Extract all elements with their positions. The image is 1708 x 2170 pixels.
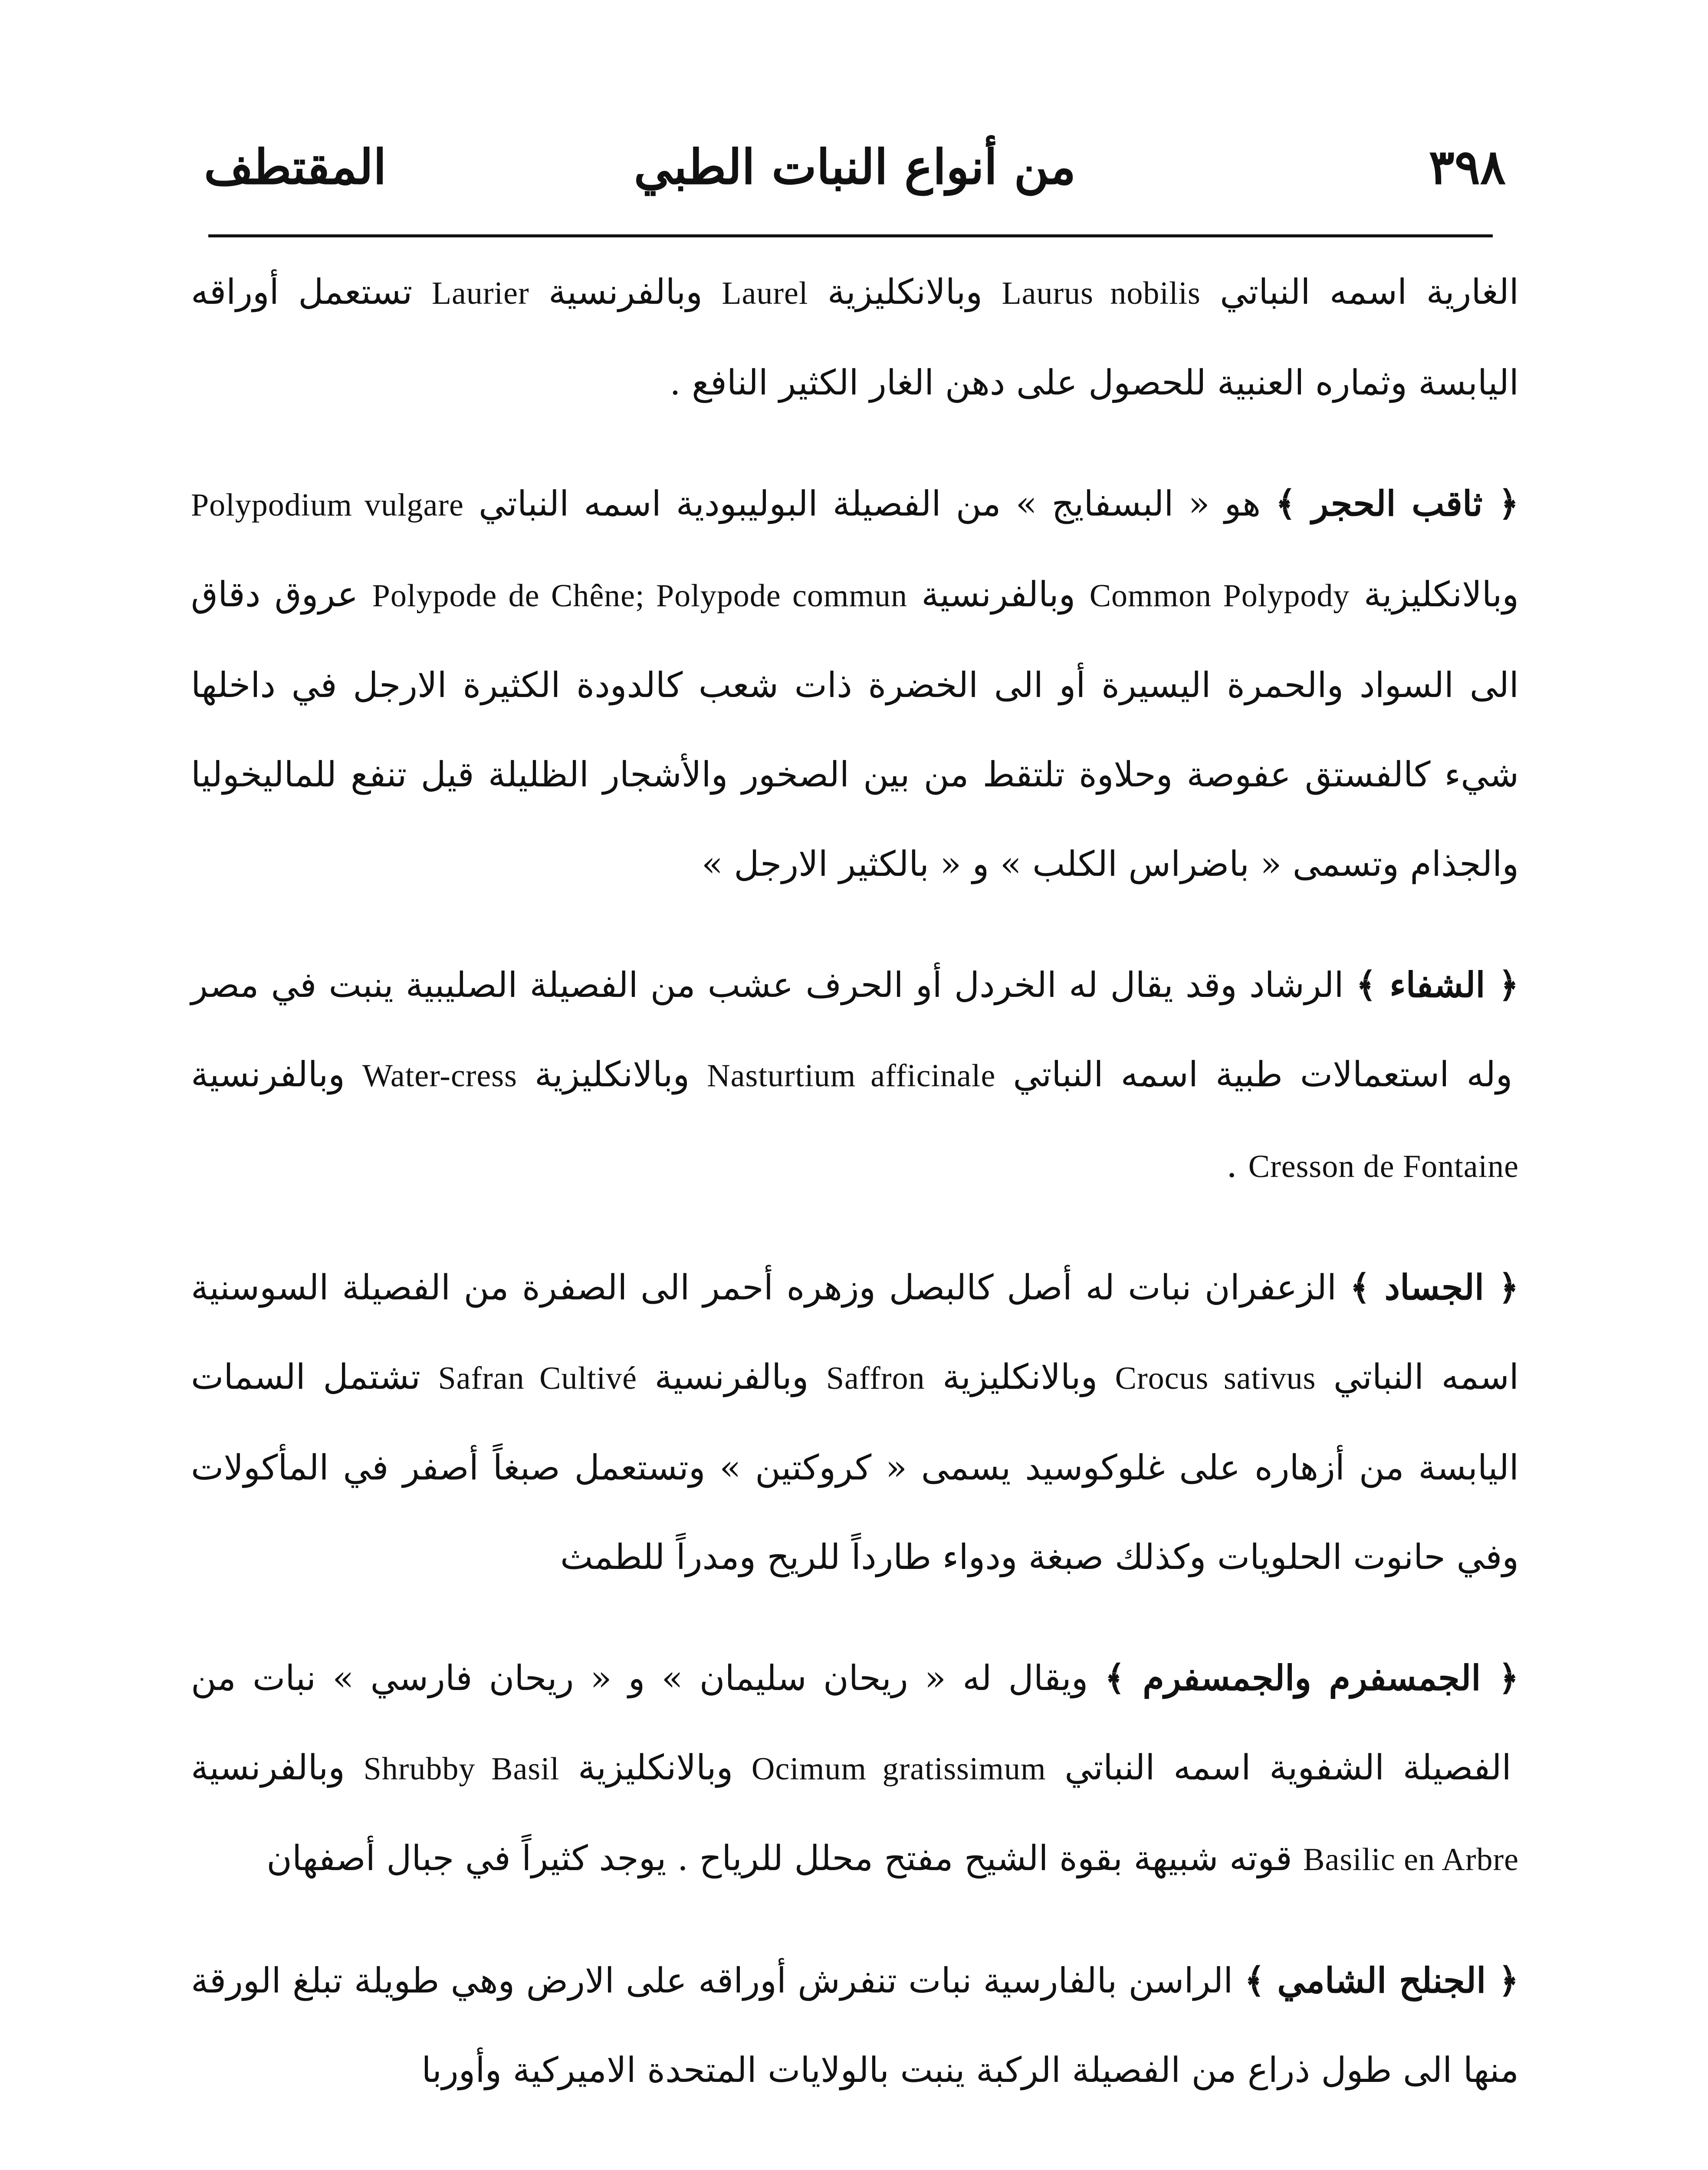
latin-name: Laurier — [431, 276, 529, 311]
entry-heading: ﴿ الجمسفرم والجمسفرم ﴾ — [1104, 1657, 1519, 1698]
text-segment: عروق دقاق الى السواد والحمرة اليسيرة أو الى الخضرة ذات شعب كالدودة الكثيرة الارجل في داخلها شيء كالفستق عفوصة وحلاوة تلتقط من بين الصخور والأشجار الظليلة قيل تنفع للماليخوليا والجذام وتسمى « باضراس الكلب » و « بالكثير الارجل » — [191, 574, 1519, 884]
latin-name: Laurus nobilis — [1002, 276, 1201, 311]
latin-name: Shrubby Basil — [363, 1751, 560, 1787]
page-number: ٣٩٨ — [1429, 139, 1506, 195]
article-body — [191, 247, 1519, 2146]
header-rule — [208, 234, 1493, 237]
latin-name: Laurel — [722, 276, 808, 311]
paragraph-laurel — [191, 247, 1519, 427]
latin-name: Basilic en Arbre — [1303, 1842, 1519, 1877]
text-segment: وبالفرنسية — [191, 1054, 345, 1095]
latin-name: Cresson de Fontaine — [1248, 1149, 1519, 1184]
text-segment: وبالفرنسية — [529, 272, 703, 312]
paragraph-polypody — [191, 459, 1519, 909]
paragraph-saffron — [191, 1243, 1519, 1602]
entry-heading: ﴿ الجنلح الشامي ﴾ — [1244, 1960, 1519, 2001]
text-segment: وبالفرنسية — [191, 1747, 345, 1788]
latin-name: Crocus sativus — [1115, 1361, 1316, 1396]
text-segment: ويقال له « ريحان سليمان » و « ريحان فارسي » نبات من الفصيلة الشفوية اسمه النباتي — [191, 1658, 1511, 1788]
entry-heading: ﴿ ثاقب الحجر ﴾ — [1275, 483, 1519, 524]
latin-name: Polypodium vulgare — [191, 487, 464, 523]
latin-name: Saffron — [826, 1361, 925, 1396]
text-segment: وبالانكليزية — [925, 1357, 1098, 1397]
entry-heading: ﴿ الجساد ﴾ — [1350, 1267, 1519, 1308]
latin-name: Nasturtium afficinale — [707, 1058, 996, 1094]
page-header — [204, 130, 1506, 217]
journal-name: المقتطف — [204, 139, 387, 195]
paragraph-watercress — [191, 940, 1519, 1211]
text-segment: الزعفران نبات له أصل كالبصل وزهره أحمر الى الصفرة من الفصيلة السوسنية اسمه النباتي — [191, 1267, 1519, 1397]
paragraph-raasan — [191, 1936, 1519, 2115]
latin-name: Water-cress — [362, 1058, 517, 1094]
text-segment: الراسن بالفارسية نبات تنفرش أوراقه على الارض وهي طويلة تبلغ الورقة منها الى طول ذراع من الفصيلة الركبة ينبت بالولايات المتحدة الاميركية وأوربا — [191, 1960, 1519, 2090]
paragraph-basil — [191, 1633, 1519, 1904]
text-segment: وبالانكليزية — [808, 272, 983, 312]
text-segment: وبالانكليزية — [1350, 574, 1519, 615]
text-segment: قوته شبيهة بقوة الشيح مفتح محلل للرياح . يوجد كثيراً في جبال أصفهان — [266, 1838, 1292, 1878]
latin-name: Polypode de Chêne; Polypode commun — [372, 578, 907, 614]
latin-name: Common Polypody — [1089, 578, 1350, 614]
entry-heading: ﴿ الشفاء ﴾ — [1356, 964, 1519, 1005]
text-segment: وبالفرنسية — [907, 574, 1076, 615]
running-title: من أنواع النبات الطبي — [634, 139, 1076, 195]
text-segment: وبالانكليزية — [517, 1054, 690, 1095]
text-segment: الغارية اسمه النباتي — [1200, 272, 1519, 312]
text-segment: تشتمل السمات اليابسة من أزهاره على غلوكوسيد يسمى « كروكتين » وتستعمل صبغاً أصفر في المأكولات وفي حانوت الحلويات وكذلك صبغة ودواء طارداً للريح ومدراً للطمث — [191, 1357, 1519, 1577]
latin-name: Safran Cultivé — [438, 1361, 637, 1396]
text-segment: الرشاد وقد يقال له الخردل أو الحرف عشب من الفصيلة الصليبية ينبت في مصر وله استعمالات طبية اسمه النباتي — [191, 965, 1513, 1095]
text-segment: تستعمل أوراقه اليابسة وثماره العنبية للحصول على دهن الغار الكثير النافع . — [191, 272, 1519, 403]
text-segment: وبالانكليزية — [559, 1747, 733, 1788]
latin-name: Ocimum gratissimum — [751, 1751, 1046, 1787]
text-segment: وبالفرنسية — [637, 1357, 809, 1397]
text-segment: هو « البسفايج » من الفصيلة البوليبودية اسمه النباتي — [463, 483, 1261, 524]
text-segment: . — [1226, 1145, 1238, 1185]
